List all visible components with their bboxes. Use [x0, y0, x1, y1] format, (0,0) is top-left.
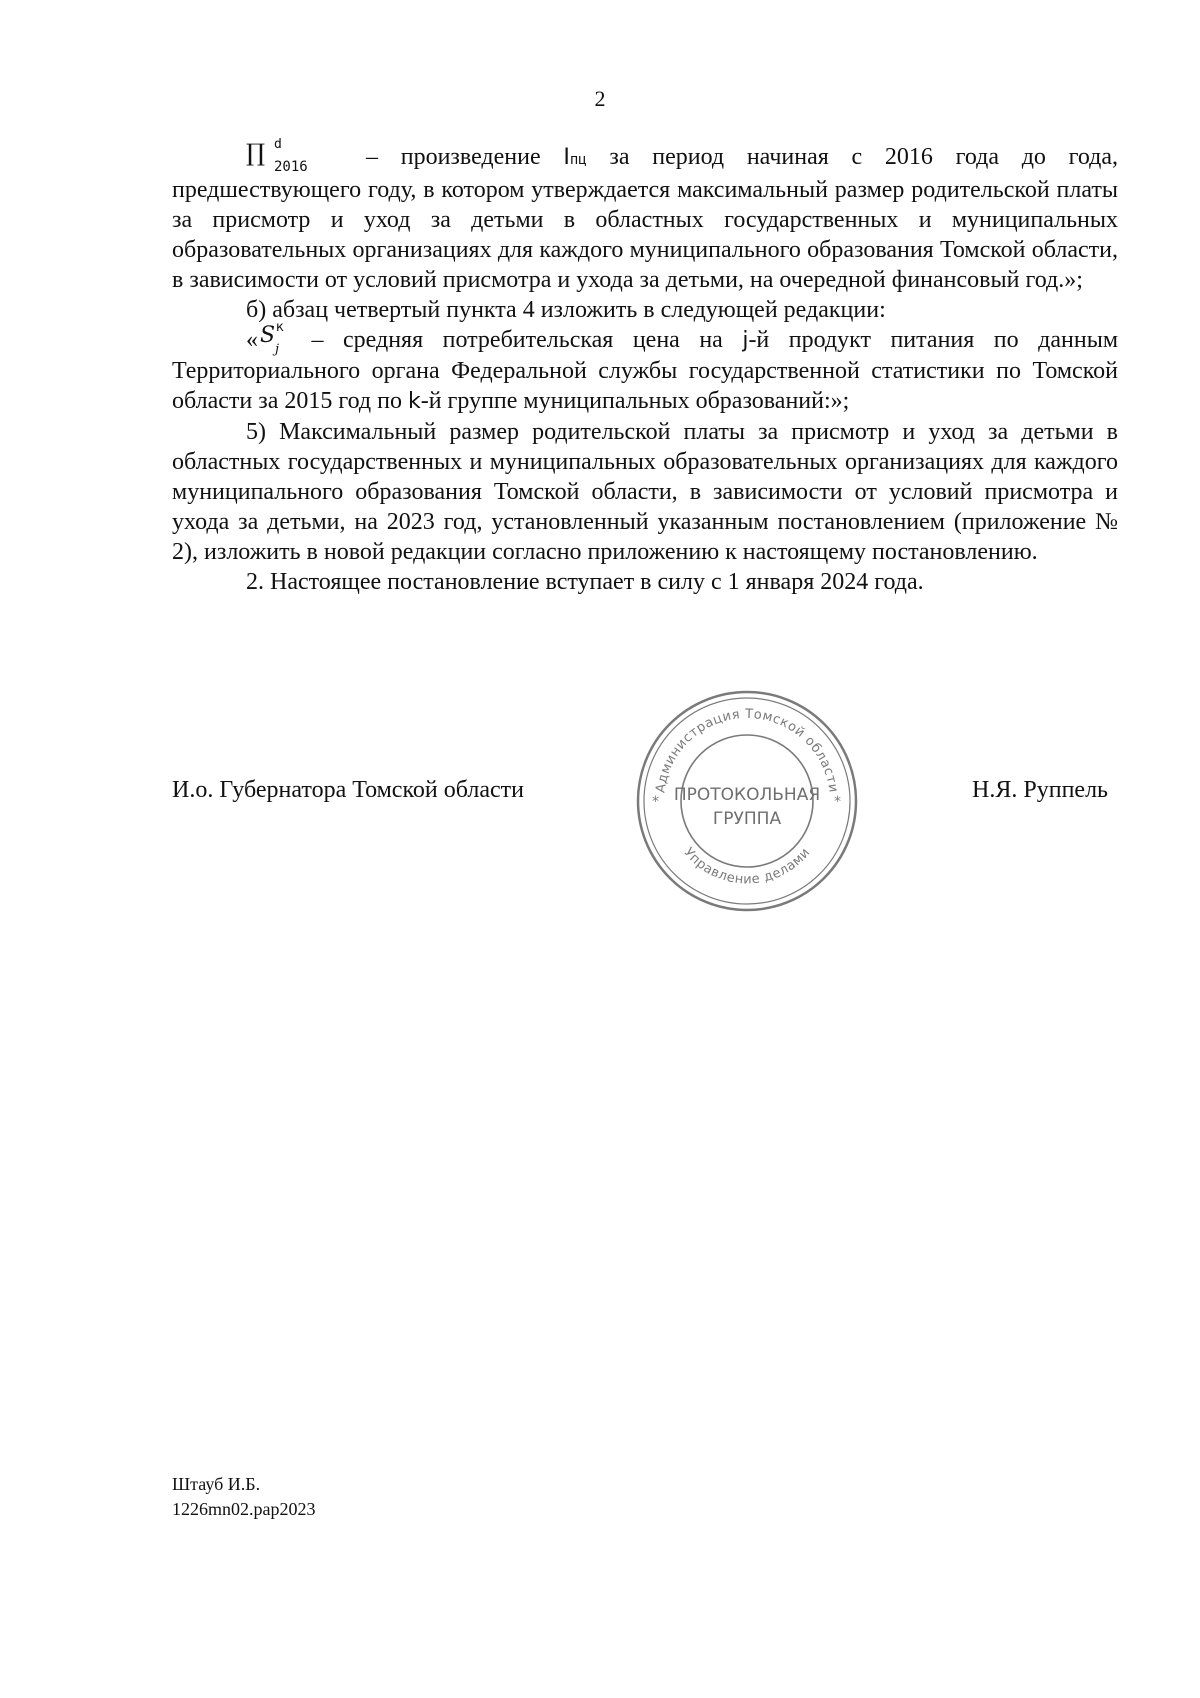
- signatory-name: Н.Я. Руппель: [972, 777, 1108, 803]
- paragraph-b: б) абзац четвертый пункта 4 изложить в следующей редакции:: [246, 297, 886, 323]
- stamp-star-right: *: [834, 794, 841, 810]
- author-name: Штауб И.Б.: [172, 1474, 261, 1494]
- stamp-star-left: *: [652, 794, 659, 810]
- paragraph-5: 5) Максимальный размер родительской платы за присмотр и уход за детьми в областных государственных и муниципальных образовательных организациях для каждого муниципального образования Томской области, в зависимости от условий присмотра и ухода за детьми, на 2023 год, установленный указанным постановлением (приложение № 2), изложить в новой редакции согласно приложению к настоящему постановлению.: [172, 419, 1118, 565]
- signatory-position: И.о. Губернатора Томской области: [172, 777, 524, 803]
- document-body: [172, 137, 1119, 597]
- dash: –: [366, 144, 378, 170]
- official-stamp: [634, 688, 860, 914]
- formula-definition-paragraph: ∏ d 2016 – произведение Iпц за период начиная с 2016 года до года, предшествующего году, в котором утверждается максимальный размер родительской платы за присмотр и уход за детьми в областных государственных и муниципальных образовательных организациях для каждого муниципального образования Томской области, в зависимости от условий присмотра и ухода за детьми, на очередной финансовый год.»;: [172, 137, 1119, 293]
- product-symbol: ∏ d 2016: [246, 137, 308, 175]
- index-subscript: пц: [569, 152, 587, 168]
- footer-author-info: [172, 1472, 316, 1522]
- paragraph-price-definition: « S к j – средняя потребительская цена на j-й продукт питания по данным Территориального органа Федеральной службы государственной статистики по Томской области за 2015 год по k-й группе муниципальных образований:»;: [172, 320, 1119, 414]
- page-number: 2: [594, 86, 606, 111]
- price-symbol: S к j: [260, 320, 284, 357]
- stamp-outer-top-text: Администрация Томской области: [653, 706, 841, 794]
- file-code: 1226mn02.pap2023: [172, 1499, 316, 1519]
- stamp-outer-bottom-text: Управление делами: [680, 845, 814, 888]
- index-symbol: I: [563, 145, 570, 170]
- signature-block: [0, 775, 1200, 815]
- stamp-center-line2: ГРУППА: [712, 809, 782, 829]
- stamp-center-line1: ПРОТОКОЛЬНАЯ: [673, 785, 821, 805]
- svg-text:Администрация Томской области: [653, 707, 840, 794]
- paragraph-2-effective-date: 2. Настоящее постановление вступает в силу с 1 января 2024 года.: [246, 569, 924, 595]
